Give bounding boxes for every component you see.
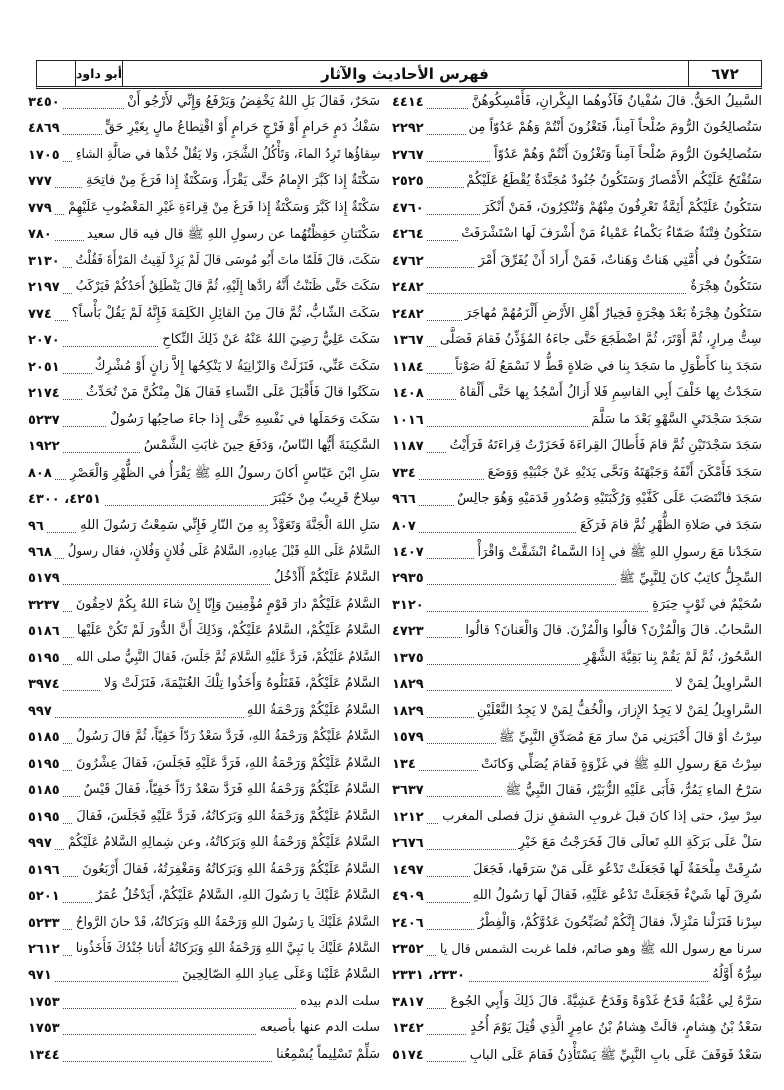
index-entry xyxy=(28,303,380,329)
hadith-number: ٢٤٠٦ xyxy=(392,916,427,931)
index-entry xyxy=(392,382,762,408)
hadith-text: سِقاؤُها تَرِدُ الماءَ، وَتَأْكُلُ الشَّجَرَ، وَلا يَقُلْ خُذْها في ضالَّةِ الشاءِ xyxy=(73,147,380,162)
hadith-number: ٥١٧٩ xyxy=(28,571,63,586)
hadith-number: ٤٧٦٠ xyxy=(392,201,427,216)
index-entry xyxy=(28,223,380,249)
hadith-number: ٢١٧٤ xyxy=(28,386,63,401)
hadith-number: ٢٦٧٦ xyxy=(392,836,427,851)
index-entry xyxy=(28,673,380,699)
hadith-number: ٣١٢٠ xyxy=(392,598,427,613)
hadith-number: ٢٢٩٢ xyxy=(392,121,427,136)
hadith-text: سُرِقَتْ مِلْحَفَةٌ لَها فَجَعَلَتْ تَدْعُو عَلَى مَنْ سَرَقَها، فَجَعَلَ xyxy=(470,862,762,877)
hadith-number: ٢٣٣٠، ٢٣٣١ xyxy=(392,968,468,983)
index-entry xyxy=(392,832,762,858)
index-entry xyxy=(392,964,762,990)
hadith-number: ٢٦١٢ xyxy=(28,942,63,957)
index-entry xyxy=(28,991,380,1017)
hadith-number: ٥٢٣٣ xyxy=(28,916,63,931)
hadith-number: ٤٨٦٩ xyxy=(28,121,63,136)
index-entry xyxy=(392,991,762,1017)
hadith-text: سِرْنا فَنَزَلْنا مَنْزِلاً، فقالَ إِنَّكُمْ تُصَبِّحُونَ عَدُوَّكُمْ، وَالْفِطْرُ xyxy=(475,915,762,930)
hadith-text: السَّلامُ عَلَيْكُمْ وَرَحْمَةُ اللهِ فَرَدَّ سَعْدٌ رَدّاً خَفِيّاً، فَقالَ قَيْسٌ xyxy=(81,782,380,797)
hadith-number: ٥١٧٤ xyxy=(392,1048,427,1063)
hadith-number: ٤٧٦٢ xyxy=(392,254,427,269)
index-entry xyxy=(28,541,380,567)
hadith-number: ٣٩٧٤ xyxy=(28,677,63,692)
hadith-text: سَتَكُونُ في أُمَّتِي هَناتٌ وَهَناتٌ، فَمَنْ أَرادَ أَنْ يُفَرِّقَ أَمْرَ xyxy=(475,253,762,268)
index-entry xyxy=(28,859,380,885)
hadith-text: سَجَدَ سَجْدَتَيِ السَّهْوِ بَعْدَ ما سَلَّمَ xyxy=(588,412,762,427)
hadith-number: ١٩٢٢ xyxy=(28,439,63,454)
hadith-text: سُحَيْمٌ في ثَوْبٍ حِبَرَةٍ xyxy=(649,597,762,612)
index-entry xyxy=(28,117,380,143)
index-entry xyxy=(392,620,762,646)
hadith-number: ١٣٦٧ xyxy=(392,333,427,348)
index-entry xyxy=(392,779,762,805)
hadith-text: السَّحابُ. قالَ وَالْمُزْنَ؟ قالُوا وَالْمُزْنَ. قالَ وَالْعَنانَ؟ قالُوا xyxy=(462,623,762,638)
hadith-number: ٥١٩٥ xyxy=(28,757,63,772)
index-entry xyxy=(28,409,380,435)
hadith-number: ٩٦٨ xyxy=(28,545,55,560)
index-entry xyxy=(392,144,762,170)
hadith-text: سَكْتَةٌ إِذا كَبَّرَ وَسَكْتَةٌ إِذا فَرَغَ مِنْ قِراءَةِ غَيْرِ المَغْضُوبِ عَلَيْهِمْ xyxy=(65,200,380,215)
hadith-text: سَجَدَ فَأَمْكَنَ أَنْفَهُ وَجَبْهَتَهُ وَنَحَّى يَدَيْهِ عَنْ جَنْبَيْهِ وَوَضَعَ xyxy=(485,465,762,480)
hadith-number: ١٧٠٥ xyxy=(28,148,63,163)
index-entry xyxy=(28,435,380,461)
hadith-text: سَرَّهُ لِي عُقْبَةُ قَدَحٌ غَدْوَةً وَقَدَحٌ عَشِيَّةً. قالَ ذَلِكَ وَأَبِي الجُوعَ xyxy=(447,994,762,1009)
hadith-text: سَتَكُونُ فِتْنَةٌ صَمّاءُ بَكْماءُ عَمْياءُ مَنْ أَشْرَفَ لَها اسْتَشْرَفَتْ xyxy=(458,226,762,241)
index-entry xyxy=(392,276,762,302)
hadith-number: ٩٧١ xyxy=(28,968,55,983)
hadith-text: السَّلامُ عَلَيْكُمْ دارَ قَوْمٍ مُؤْمِنِينَ وَإِنّا إِنْ شاءَ اللهُ بِكُمْ لاحِقُونَ xyxy=(73,597,380,612)
hadith-number: ٥١٨٥ xyxy=(28,730,63,745)
index-entry xyxy=(28,753,380,779)
hadith-text: السَّلامُ عَلَيْكَ يا نَبِيَّ اللهِ وَرَحْمَةُ اللهِ وَبَرَكاتُهُ أَتانا جُنْدُكَ فَأَخَذُونا xyxy=(73,941,380,956)
hadith-number: ١٤٩٧ xyxy=(392,863,427,878)
hadith-number: ٥٢٠١ xyxy=(28,889,63,904)
hadith-number: ٩٦ xyxy=(28,519,47,534)
hadith-text: سَتُصالِحُونَ الرُّومَ صُلْحاً آمِناً، فَتَغْزُونَ أَنْتُمْ وَهُمْ عَدُوّاً مِن xyxy=(466,120,762,135)
hadith-number: ١٣٤٢ xyxy=(392,1021,427,1036)
hadith-text: سَكَتُوا قالَ فَأَقْبَلَ عَلَى النِّساءِ فَقالَ هَلْ مِنْكُنَّ مَنْ تُحَدِّثُ xyxy=(83,385,380,400)
page-title: فهرس الأحاديث والآثار xyxy=(321,64,489,83)
hadith-number: ٩٩٧ xyxy=(28,704,55,719)
index-entry xyxy=(392,567,762,593)
hadith-text: سَعْدُ بْنُ هِشامٍ، قالَتْ هِشامُ بْنُ عامِرٍ الَّذِي قُتِلَ يَوْمَ أُحُدٍ xyxy=(467,1020,762,1035)
hadith-number: ٢٤٨٢ xyxy=(392,307,427,322)
hadith-number: ٧٧٤ xyxy=(28,307,55,322)
index-entry xyxy=(28,329,380,355)
hadith-number: ٨٠٨ xyxy=(28,466,55,481)
index-entry xyxy=(392,435,762,461)
book-name: أبو داود xyxy=(75,61,123,86)
hadith-text: السَّلامُ عَلَيْكُمْ وَرَحْمَةُ اللهِ وَبَرَكاتُهُ وَمَغْفِرَتُهُ، فَقالَ أَرْبَعُونَ xyxy=(79,862,380,877)
index-entry xyxy=(28,912,380,938)
index-entry xyxy=(392,806,762,832)
hadith-number: ٨٠٧ xyxy=(392,519,419,534)
hadith-text: السَّلامُ عَلَيْكُمْ، فَرَدَّ عَلَيْهِ السَّلامَ ثُمَّ جَلَسَ، فَقالَ النَّبِيُّ صلى الله xyxy=(73,650,380,665)
hadith-number: ٢٤٨٢ xyxy=(392,280,427,295)
hadith-number: ٥٢٣٧ xyxy=(28,413,63,428)
index-entry xyxy=(28,620,380,646)
hadith-text: السَّلامُ عَلَيْكُمْ وَرَحْمَةُ اللهِ وَبَرَكاتُهُ، وعن شِمالِهِ السَّلامُ عَلَيْكُمْ xyxy=(65,835,380,850)
hadith-text: سِرْ سِرْ، حتى إذا كانَ قبلَ غروبِ الشفقِ نزلَ فصلى المغرب xyxy=(439,809,762,824)
index-entry xyxy=(28,726,380,752)
hadith-number: ٣٤٥٠ xyxy=(28,95,63,110)
index-entry xyxy=(392,859,762,885)
hadith-text: السَّحُورُ، ثُمَّ لَمْ يَقُمْ بِنا بَقِيَّةَ الشَّهْرِ xyxy=(581,650,762,665)
hadith-number: ٥١٩٥ xyxy=(28,810,63,825)
hadith-number: ١٧٥٣ xyxy=(28,995,63,1010)
index-entry xyxy=(392,938,762,964)
hadith-text: السَّلامُ عَلَيْكُمْ وَرَحْمَةُ اللهِ، فَرَدَّ عَلَيْهِ فَجَلَسَ، فَقالَ عِشْرُونَ xyxy=(73,756,380,771)
index-entry xyxy=(28,1044,380,1070)
index-entry xyxy=(392,753,762,779)
hadith-number: ٤٤١٤ xyxy=(392,95,427,110)
hadith-text: سَكَتَ وَحَمَلَها في نَفْسِهِ حَتَّى إِذا جاءَ صاحِبُها رَسُولٌ xyxy=(107,412,380,427)
hadith-number: ١٣٤ xyxy=(392,757,419,772)
hadith-number: ٥١٨٥ xyxy=(28,783,63,798)
index-entry xyxy=(28,885,380,911)
index-entry xyxy=(28,382,380,408)
hadith-text: السَّكِينَةَ أَيُّها النّاسُ، وَدَفَعَ حِينَ غابَتِ الشَّمْسُ xyxy=(141,438,380,453)
index-entry xyxy=(392,91,762,117)
index-entry xyxy=(392,594,762,620)
hadith-text: السِّجِلُّ كاتِبٌ كانَ لِلنَّبِيِّ ﷺ xyxy=(616,570,762,589)
index-entry xyxy=(28,647,380,673)
hadith-text: سَتَكُونُ عَلَيْكُمْ أَئِمَّةٌ تَعْرِفُونَ مِنْهُمْ وَتُنْكِرُونَ، فَمَنْ أَنْكَرَ xyxy=(480,200,762,215)
index-entry xyxy=(392,250,762,276)
hadith-text: سَكَتَ الشّابُّ، ثُمَّ قالَ مِنَ القائِلِ الكَلِمَةَ فَإِنَّهُ لَمْ يَقُلْ بَأْساً؟ xyxy=(69,306,380,321)
index-entry xyxy=(28,806,380,832)
hadith-number: ٧٧٧ xyxy=(28,174,55,189)
index-entry xyxy=(28,832,380,858)
hadith-number: ٢١٩٧ xyxy=(28,280,63,295)
index-entry xyxy=(392,170,762,196)
index-entry xyxy=(392,515,762,541)
hadith-text: سَجَدَ بِنا كأَطْوَلِ ما سَجَدَ بِنا في صَلاةٍ قَطُّ لا نَسْمَعُ لَهُ صَوْتاً xyxy=(452,359,762,374)
hadith-text: سَلِ ابْنَ عَبّاسٍ أكانَ رسولُ اللهِ ﷺ يَقْرَأُ في الظُّهْرِ وَالْعَصْرِ xyxy=(67,465,380,484)
index-entry xyxy=(28,938,380,964)
hadith-text: سَكْتَتانِ حَفِظْتُهُما عن رسولِ اللهِ ﷺ قال فيه قال سعيد xyxy=(84,226,380,245)
index-entry xyxy=(392,223,762,249)
hadith-text: سَكْتَةٌ إِذا كَبَّرَ الإِمامُ حَتَّى يَقْرَأَ، وَسَكْتَةٌ إِذا فَرَغَ مِنْ فاتِحَةِ xyxy=(83,173,380,188)
hadith-text: سَكَتَ عَلِيٌّ رَضِيَ اللهُ عَنْهُ عَنْ ذَلِكَ النِّكاحِ xyxy=(159,332,380,347)
hadith-text: سَلْ عَلَى بَرَكَةِ اللهِ تَعالَى قالَ فَخَرَجْتُ مَعَ خَيْرِ xyxy=(516,835,762,850)
hadith-number: ٩٩٧ xyxy=(28,836,55,851)
index-entry xyxy=(392,303,762,329)
index-entry xyxy=(392,329,762,355)
hadith-text: سَجَدْتُ بِها خَلْفَ أَبِي القاسِمِ فَلا أَزالُ أَسْجُدُ بِها حَتَّى أَلْقاهُ xyxy=(456,385,762,400)
hadith-number: ٥١٩٦ xyxy=(28,863,63,878)
hadith-number: ١٣٧٥ xyxy=(392,651,427,666)
hadith-number: ٢٠٥١ xyxy=(28,360,63,375)
index-column-left xyxy=(28,91,380,1070)
index-entry xyxy=(28,170,380,196)
hadith-text: سَكَتَ عَنِّي، فَنَزَلَتْ وَالزّانِيَةُ لا يَنْكِحُها إِلاَّ زانٍ أَوْ مُشْرِكٌ xyxy=(92,359,380,374)
hadith-text: السَّلامُ عَلَيْنا وَعَلَى عِبادِ اللهِ الصّالِحِينَ xyxy=(179,967,380,982)
hadith-text: سَتُفْتَحُ عَلَيْكُم الأَمْصارُ وَسَتَكُونُ جُنُودٌ مُجَنَّدَةٌ يُقْطَعُ عَلَيْكُمْ xyxy=(464,173,762,188)
index-entry xyxy=(392,541,762,567)
hadith-number: ١٤٠٨ xyxy=(392,386,427,401)
hadith-text: سَجَدْنا مَعَ رسولِ اللهِ ﷺ في إِذا السَّماءُ انْشَقَّتْ وَاقْرَأْ xyxy=(474,544,762,563)
index-entry xyxy=(28,197,380,223)
hadith-number: ٧٣٤ xyxy=(392,466,419,481)
index-entry xyxy=(28,594,380,620)
hadith-text: سِرْتُ مَعَ رسولِ اللهِ ﷺ في غَزْوَةٍ فَقامَ يُصَلِّي وَكانَتْ xyxy=(478,756,762,775)
index-entry xyxy=(392,462,762,488)
hadith-number: ٣٨١٧ xyxy=(392,995,427,1010)
hadith-text: سَرْحُ الماءِ يَمُرُّ، فَأَبَى عَلَيْهِ الزُّبَيْرُ، فَقالَ النَّبِيُّ ﷺ xyxy=(502,782,762,801)
hadith-number: ٤٧٢٣ xyxy=(392,624,427,639)
hadith-number: ٩٦٦ xyxy=(392,492,419,507)
hadith-text: سلت الدم عنها بأصبعه xyxy=(257,1020,380,1035)
hadith-text: سَجَدَ في صَلاةِ الظُّهْرِ ثُمَّ قامَ فَرَكَعَ xyxy=(577,518,762,533)
index-entry xyxy=(392,726,762,752)
hadith-text: السَّبيلُ الحَقُّ. قالَ سُفْيانُ فَآذُوهُما البِكْرانِ، فَأَمْسِكُوهُنَّ xyxy=(469,94,762,109)
index-entry xyxy=(392,117,762,143)
index-entry xyxy=(28,276,380,302)
header-blank-cell xyxy=(37,61,75,86)
hadith-text: سَتُصالِحُونَ الرُّومَ صُلْحاً آمِناً وَتَغْزُونَ أَنْتُمْ وَهُمْ عَدُوّاً xyxy=(491,147,762,162)
index-entry xyxy=(28,964,380,990)
hadith-text: السَّلامُ عَلَيْكَ يا رَسُولَ اللهِ، السَّلامُ عَلَيْكُمْ، أَيَدْخُلُ عُمَرُ xyxy=(93,888,380,903)
hadith-text: سِرْتُ أوْ قالَ أَخْبَرَنِي مَنْ سارَ مَعَ مُصَدِّقِ النَّبِيِّ ﷺ xyxy=(496,729,762,748)
hadith-text: سُرِقَ لَها شَيْءٌ فَجَعَلَتْ تَدْعُو عَلَيْهِ، فَقالَ لَها رَسُولُ اللهِ xyxy=(470,888,762,903)
hadith-text: سِرُّهُ أَوَّلُهُ xyxy=(709,967,762,982)
hadith-text: سِتُّ مِرارٍ، ثُمَّ أَوْتَرَ، ثُمَّ اضْطَجَعَ حَتَّى جاءَهُ المُؤَذِّنُ فَقامَ فَصَلَّى xyxy=(437,332,762,347)
index-entry xyxy=(392,488,762,514)
hadith-text: السَّراوِيلُ لِمَنْ لا يَجِدُ الإِزارَ، والْخُفُّ لِمَنْ لا يَجِدُ النَّعْلَيْنِ xyxy=(474,703,762,718)
index-entry xyxy=(392,356,762,382)
hadith-number: ١٥٧٩ xyxy=(392,730,427,745)
hadith-text: سَعْدٌ فَوَقَفَ عَلَى بابِ النَّبِيِّ ﷺ يَسْتَأْذِنُ فَقامَ عَلَى البابِ xyxy=(467,1047,762,1066)
hadith-number: ١٢١٢ xyxy=(392,810,427,825)
index-entry xyxy=(392,912,762,938)
index-entry xyxy=(28,462,380,488)
hadith-text: السَّلامُ عَلَيْكَ يا رَسُولَ اللهِ وَرَحْمَةُ اللهِ وَبَرَكاتُهُ، قَدْ حانَ الرَّواحُ xyxy=(74,915,380,930)
hadith-text: سَتَكُونُ هِجْرَةٌ xyxy=(687,279,762,294)
hadith-text: سَكَتَ، قالَ فَلَمّا ماتَ أَبُو مُوسَى قالَ لَمْ يَزِدْ لَقِيتُ المَرْأَةَ فَقُلْتُ xyxy=(73,253,380,268)
index-entry xyxy=(28,567,380,593)
hadith-text: السَّلامُ عَلَيْكُمْ وَرَحْمَةُ اللهِ وَبَرَكاتُهُ، فَرَدَّ عَلَيْهِ فَجَلَسَ، فَقالَ xyxy=(73,809,380,824)
index-entry xyxy=(28,700,380,726)
hadith-text: سَلِ اللهَ الْجَنَّةَ وَتَعَوَّذْ بِهِ مِنَ النّارِ فَإِنِّي سَمِعْتُ رَسُولَ اللهِ xyxy=(77,518,380,533)
index-column-right xyxy=(392,91,762,1070)
hadith-text: سلت الدم بيده xyxy=(297,994,380,1009)
hadith-number: ٢٧٦٧ xyxy=(392,148,427,163)
index-entry xyxy=(392,1017,762,1043)
index-entry xyxy=(392,673,762,699)
index-entry xyxy=(28,488,380,514)
hadith-number: ٥١٩٥ xyxy=(28,651,63,666)
hadith-text: السَّلامُ عَلَى اللهِ قَبْلَ عِبادِهِ، السَّلامُ عَلَى فُلانٍ وَفُلانٍ، فقال رسولُ xyxy=(65,544,380,559)
hadith-number: ١٨٢٩ xyxy=(392,704,427,719)
hadith-text: سَلِّمْ تَسْلِيماً يُسْمِعُنا xyxy=(273,1047,380,1062)
hadith-number: ٤٩٠٩ xyxy=(392,889,427,904)
hadith-number: ٢٣٥٢ xyxy=(392,942,427,957)
index-entry xyxy=(28,91,380,117)
hadith-number: ٣٦٣٧ xyxy=(392,783,427,798)
index-entry xyxy=(392,1044,762,1070)
hadith-number: ٢٠٧٠ xyxy=(28,333,63,348)
hadith-text: سَجَدَ فانْتَصَبَ عَلَى كَفَّيْهِ وَرُكْبَتَيْهِ وَصُدُورِ قَدَمَيْهِ وَهُوَ جالِسٌ xyxy=(454,491,762,506)
hadith-number: ١٧٥٣ xyxy=(28,1021,63,1036)
hadith-text: السَّلامُ عَلَيْكُمْ وَرَحْمَةُ اللهِ xyxy=(244,703,380,718)
index-entry xyxy=(392,885,762,911)
hadith-number: ٢٩٣٥ xyxy=(392,571,427,586)
hadith-text: سَفْكُ دَمٍ حَرامٍ أَوْ فَرْجٍ حَرامٍ أَوْ اقْتِطاعُ مالٍ بِغَيْرِ حَقٍّ xyxy=(102,120,380,135)
hadith-number: ١١٨٧ xyxy=(392,439,427,454)
hadith-number: ٤٢٥١، ٤٣٠٠ xyxy=(28,492,104,507)
hadith-text: السَّلامُ عَلَيْكُمْ، فَقَتَلُوهُ وَأَخَذُوا تِلْكَ الغُنَيْمَةَ، فَنَزَلَتْ وَلا xyxy=(101,676,380,691)
hadith-number: ١٣٤٤ xyxy=(28,1048,63,1063)
index-entry xyxy=(28,779,380,805)
page-header xyxy=(36,60,762,89)
index-entry xyxy=(392,700,762,726)
index-entry xyxy=(28,515,380,541)
index-entry xyxy=(392,647,762,673)
hadith-text: سَكَتَ حَتَّى ظَنَنْتُ أَنَّهُ رادَّها إِلَيْهِ، ثُمَّ قالَ يَنْطَلِقُ أَحَدُكُمْ فَيَرْكَبُ xyxy=(73,279,380,294)
hadith-text: السَّلامُ عَلَيْكُمْ وَرَحْمَةُ اللهِ، فَرَدَّ سَعْدٌ رَدّاً خَفِيّاً، ثُمَّ قالَ رَسُولُ xyxy=(73,729,380,744)
hadith-number: ٢٥٢٥ xyxy=(392,174,427,189)
hadith-number: ٣٢٣٧ xyxy=(28,598,63,613)
hadith-text: سَتَكُونُ هِجْرَةٌ بَعْدَ هِجْرَةٍ فَخِيارُ أَهْلِ الأَرْضِ أَلْزَمُهُمْ مُهاجَرَ xyxy=(462,306,762,321)
hadith-number: ١٤٠٧ xyxy=(392,545,427,560)
hadith-text: السَّراوِيلُ لِمَنْ لا xyxy=(672,676,762,691)
hadith-text: السَّلامُ عَلَيْكُمْ أَأَدْخُلُ xyxy=(271,570,380,585)
hadith-number: ١٠١٦ xyxy=(392,413,427,428)
hadith-number: ٧٧٩ xyxy=(28,201,55,216)
index-entry xyxy=(392,409,762,435)
hadith-text: سرنا مع رسول الله ﷺ وهو صائم، فلما غربت الشمس قال يا xyxy=(437,941,762,960)
hadith-number: ٥١٨٦ xyxy=(28,624,63,639)
index-entry xyxy=(28,144,380,170)
index-entry xyxy=(28,1017,380,1043)
hadith-text: سَحَرٌ، فَقالَ بَلِ اللهُ يَخْفِضُ وَيَرْفَعُ وَإِنِّي لأَرْجُو أَنْ xyxy=(124,94,380,109)
index-entry xyxy=(392,197,762,223)
hadith-text: السَّلامُ عَلَيْكُمْ، السَّلامُ عَلَيْكُمْ، وَذَلِكَ أَنَّ الدُّورَ لَمْ تَكُنْ عَلَيْها xyxy=(73,623,380,638)
hadith-number: ٤٢٦٤ xyxy=(392,227,427,242)
page-number: ٦٧٢ xyxy=(688,61,761,86)
index-entry xyxy=(28,356,380,382)
index-entry xyxy=(28,250,380,276)
hadith-text: سَجَدَ سَجْدَتَيْنِ ثُمَّ قامَ فَأَطالَ القِراءَةَ فَحَزَرْتُ قِراءَتَهُ فَرَأَيْتُ xyxy=(447,438,762,453)
hadith-number: ٣١٣٠ xyxy=(28,254,63,269)
hadith-number: ٧٨٠ xyxy=(28,227,55,242)
hadith-text: سِلاحٌ قَرِيبٌ مِنْ خَيْبَرَ xyxy=(268,491,380,506)
hadith-number: ١١٨٤ xyxy=(392,360,427,375)
hadith-number: ١٨٢٩ xyxy=(392,677,427,692)
